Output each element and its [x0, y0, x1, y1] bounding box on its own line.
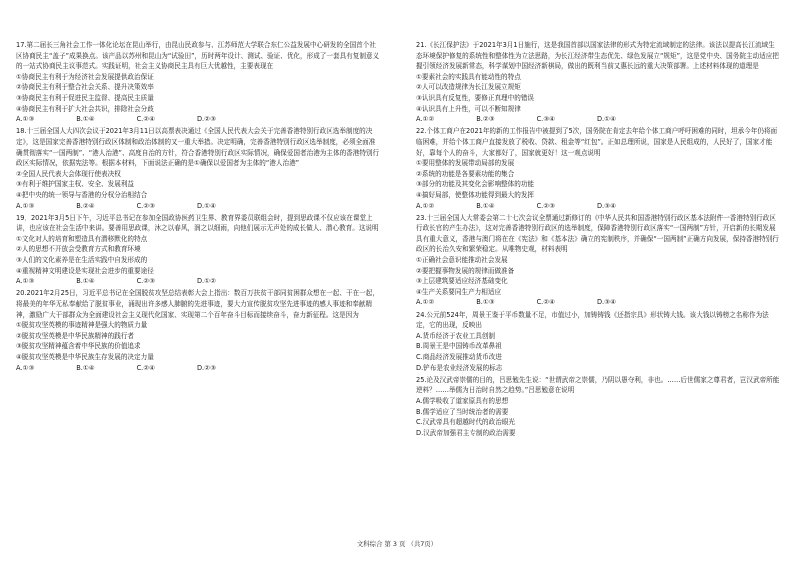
choice-c: C.②④ — [136, 363, 156, 372]
question-stem: 20.2021年2月25日，习近平总书记在全国脱贫攻坚总结表彰大会上指出：数百万扶贫干部同贫困群众想在一起、干在一起，将最美的年华无私奉献给了脱贫事业，涌现出许多感人肺腑的先进事迹，要大力宣传脱贫攻坚先进事迹的感人事迹和奉献精神，激励广大干部群众为全面建设社会主义现代化国家、实现第二个百年奋斗目标而接续奋斗，奋力新征程。这是因为 — [16, 289, 379, 319]
statement-item: ①正确社会意识能推动社会发展 — [416, 256, 508, 265]
option-item: D.铲布是农业经济发展的标志 — [416, 363, 503, 372]
choice-d: D.②③ — [196, 115, 216, 124]
statement-item: ③协商民主有利于促进民主监督、提高民主质量 — [16, 93, 154, 102]
question-stem: 23.十三届全国人大常委会第二十七次会议全票通过新修订的《中华人民共和国香港特别行政区基本法附件一香港特别行政区行政长官的产生办法》，这对完善香港特别行政区的选举制度，保障香港特别行政区落实“一国两制”方针，开启新的长期发展具有重大意义，香港与澳门将在在《宪法》和《基本法》确立的宪制秩序，并确保“一国两制”正确方向发展，保持香港特别行政区的长治久安和繁荣稳定。从唯物史观，材料表明 — [416, 213, 779, 254]
choice-d: D.①④ — [196, 201, 216, 210]
option-item: A.儒学吸收了道家原具有的思想 — [416, 396, 509, 405]
statement-item: ②要把握事物发展的规律而做准备 — [416, 266, 515, 275]
choice-b: B.①④ — [76, 115, 95, 124]
choice-a: A.①② — [416, 115, 435, 124]
question-23 — [416, 213, 780, 308]
question-18 — [16, 126, 380, 211]
statement-item: ③上层建筑要适应经济基础变化 — [416, 277, 508, 286]
choice-b: B.①③ — [476, 298, 495, 307]
choice-d: D.①② — [196, 277, 216, 286]
page-footer: 文科综合 第 3 页 （共7页） — [356, 540, 438, 548]
statement-item: ①协商民主有利于为经济社会发展提供政治保证 — [16, 72, 154, 81]
option-item: C.汉武帝具有超越时代的政治眼光 — [416, 418, 516, 427]
option-item: C.商品经济发展推动货币改进 — [416, 353, 502, 361]
statement-item: ④协商民主有利于扩大社会共识，排除社会分歧 — [16, 104, 154, 113]
question-19 — [16, 213, 380, 287]
question-stem: 17.第二届长三角社会工作一体化论坛在昆山举行，由昆山民政参与、江苏师范大学联合东仁公益发展中心研发的全国首个社区协商民主“盖子”成果换点。该产品以苏州和昆山为“试验田”，历时两年设计、测试、验证、优化，形成了一套具有复制意义的一站式协商民主议事范式。实践证明，社会主义协商民主具有巨大优越性，主要表现在 — [16, 41, 380, 71]
choice-b: B.①④ — [476, 201, 495, 210]
statement-item: ②人可以改造规律为长江发展立规矩 — [416, 83, 521, 92]
statement-item: ④把中央的统一领导与香港的分权分治相结合 — [16, 190, 148, 199]
choice-c: C.②③ — [536, 201, 556, 210]
answer-choices — [16, 114, 216, 125]
statement-item: ②脱贫攻坚英模是中华民族精神的践行者 — [16, 331, 135, 340]
left-column — [16, 40, 380, 375]
choice-b: B.①④ — [76, 277, 95, 286]
choice-c: C.②③ — [136, 277, 156, 286]
statement-item: ①脱贫攻坚英模的事迹精神是强大的物质力量 — [16, 321, 148, 330]
choice-c: C.②④ — [536, 298, 556, 307]
choice-a: A.①③ — [16, 363, 35, 372]
question-stem: 22.个体工商户在2021年的新的工作报告中被提到了5次，国务院在肯定去年给个体工商户呼吁困难的同时，坦承今年仍将面临困难，并给个体工商户直接发放了税收、贷款、租金等“红包”。正如总理所说，国家是人民组成的，人民好了，国家才能好，靠每个人的奋斗，大家都好了，国家就更好！这一观点说明 — [416, 127, 778, 157]
statement-item: ②全国人民代表大会体现行使表决权 — [16, 169, 121, 178]
statement-item: ③脱贫攻坚精神蕴含着中华民族的价值追求 — [16, 342, 141, 351]
statement-item: ③有利于维护国家主权、安全、发展利益 — [16, 180, 135, 189]
statement-item: ①文化对人的培育和塑造具有潜移默化的特点 — [16, 234, 148, 243]
choice-d: D.①④ — [596, 115, 616, 124]
question-17 — [16, 40, 380, 125]
question-25 — [416, 375, 780, 439]
choice-d: D.②③ — [196, 363, 216, 372]
statement-item: ④认识具有上升性，可以不断知规律 — [416, 104, 521, 113]
answer-choices — [16, 276, 216, 287]
answer-choices — [16, 201, 216, 212]
statement-item: ②系统的功能是各要素功能的集合 — [416, 169, 515, 178]
statement-item: ④搞好局部，使整体功能得到最大的发挥 — [416, 190, 535, 199]
answer-choices — [416, 114, 616, 125]
statement-item: ①要素社会的实践具有能动性的特点 — [416, 72, 521, 81]
question-21 — [416, 40, 780, 125]
answer-choices — [416, 297, 616, 308]
question-stem: 21.《长江保护法》于2021年3月1日施行，这是我国首部以国家法律的形式为特定流域制定的法律。该法以提高长江流域生态环境保护修复的系统性和整体性为立法思路，为长江经济带生态优先、绿色发展立“规矩”，这是党中央、国务院主动适应把握引领经济发展新常态，科学谋划中国经济新棋局，做出的既利当前又惠长远的重大决策部署。上述材料体现的道理是 — [416, 41, 779, 71]
choice-c: C.②③ — [136, 201, 156, 210]
choice-a: A.①③ — [16, 115, 35, 124]
choice-a: A.①③ — [16, 201, 35, 210]
choice-a: A.①② — [416, 298, 435, 307]
right-column — [416, 40, 780, 440]
question-22 — [416, 126, 780, 211]
option-item: D.汉武帝加强君主专制的政治需要 — [416, 428, 516, 437]
statement-item: ③人们的文化素养是在生活实践中自发形成的 — [16, 256, 148, 265]
statement-item: ④重视精神文明建设是实现社会进步的重要途径 — [16, 266, 154, 275]
choice-b: B.②③ — [476, 115, 495, 124]
statement-item: ②人的思想不开放会受教育方式和教育环境 — [16, 245, 141, 254]
choice-c: C.③④ — [536, 115, 556, 124]
statement-item: ①要用整体的发展带动局部的发展 — [416, 159, 515, 168]
statement-item: ③认识具有反复性，要修正真理中的错误 — [416, 93, 535, 102]
choice-d: D.③④ — [596, 201, 616, 210]
statement-item: ④生产关系要同生产力相适应 — [416, 287, 502, 296]
choice-a: A.①③ — [16, 277, 35, 286]
question-stem: 19．2021年3月5日下午，习近平总书记在参加全国政协医药卫生界、教育界委员联组会时，提到思政课不仅应该在课堂上讲，也应该在社会生活中来讲。要善用思政课，沐之以春风，润之以细雨，向他们展示无声处的成长做人、潜心教育。这说明 — [16, 213, 379, 233]
question-stem: 18.十三届全国人大四次会议于2021年3月11日以高票表决通过《全国人民代表大会关于完善香港特别行政区选举制度的决定》，这是国家完善香港特别行政区体制和政治体制的又一重大举措。决定明确，完善香港特别行政区选举制度，必须全面准确贯彻落实“一国两制”、“港人治港”、高度自治的方针，符合香港特别行政区实际情况，确保爱国者治港为主体的香港特别行政区实际情况，依据宪法等。根据本材料，下面说法正确的是①确保以爱国者为主体的“港人治港” — [16, 127, 380, 168]
choice-b: B.①④ — [76, 363, 95, 372]
question-20 — [16, 288, 380, 373]
option-item: A.货币经济于农业工具创制 — [416, 331, 496, 340]
option-item: B.周景王是中国铸币改革鼻祖 — [416, 342, 502, 351]
choice-b: B.②④ — [76, 201, 95, 210]
statement-item: ③部分的功能及其变化会影响整体的功能 — [416, 180, 535, 189]
question-24 — [416, 310, 780, 374]
statement-item: ②协商民主有利于整合社会关系、提升决策效率 — [16, 83, 154, 92]
answer-choices — [16, 363, 216, 374]
question-stem: 24.公元前524年，周景王鉴于平币数量不足，市值过小，加铸铸钱《还指宗具》形状铸大钱。该大钱以铸榜之名称作为法定，它的出现，反映出 — [416, 310, 769, 330]
answer-choices — [416, 201, 616, 212]
question-stem: 25.论及汉武帝崇儒的目的，吕思勉先生说：“世谓武帝之崇儒，乃阴以愚夺利，非也。……后世儒家之尊君者，岂汉武帝所能逆料？……举儒为日治时自然之趋势。”吕思勉意在说明 — [416, 375, 780, 395]
choice-a: A.①② — [416, 201, 435, 210]
choice-c: C.②④ — [136, 115, 156, 124]
option-item: B.儒学适应了当时统治者的需要 — [416, 407, 509, 416]
choice-d: D.③④ — [596, 298, 616, 307]
statement-item: ④脱贫攻坚英模是中华民族生存发展的决定力量 — [16, 353, 154, 361]
